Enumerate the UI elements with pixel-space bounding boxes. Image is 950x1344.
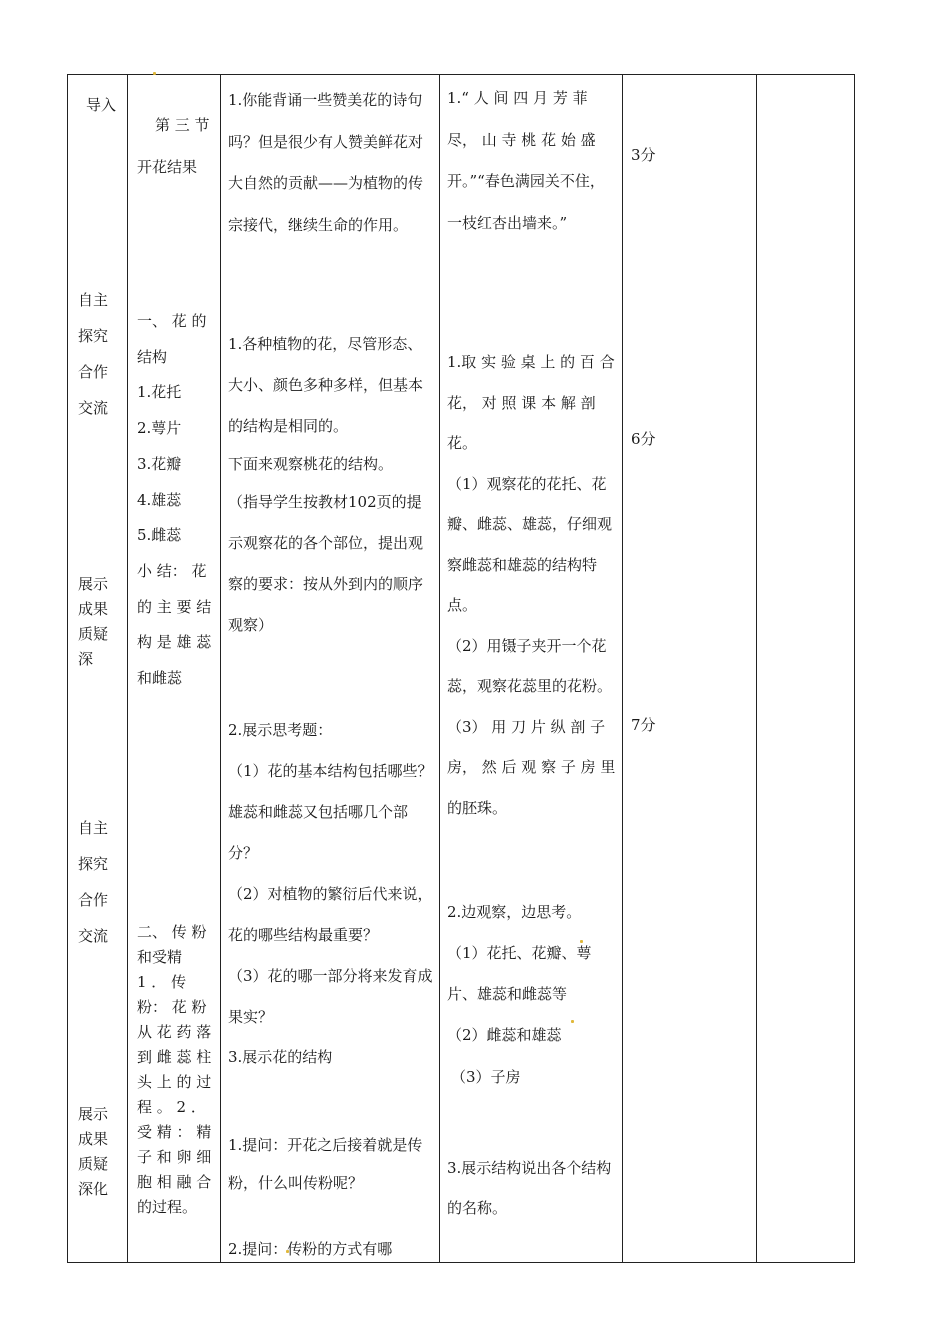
student-paragraph: （3） 用 刀 片 纵 剖 子 房， 然 后 观 察 子 房 里 的胚珠。 [447, 717, 616, 817]
outline-line: 从 花 药 落 [137, 1023, 212, 1041]
outline-line: 粉： 花 粉 [137, 998, 207, 1016]
stage-line: 深 [78, 650, 94, 668]
decorative-mark [153, 72, 156, 75]
stage-line: 质疑 [78, 625, 109, 643]
flower-structure-outline [137, 304, 217, 697]
stage-line: 探究 [78, 855, 109, 873]
teacher-question-pollination-type: 2.提问：传粉的方式有哪 [228, 1240, 393, 1258]
student-answer-ovary: （3）子房 [451, 1068, 521, 1086]
stage-line: 成果 [78, 1130, 109, 1148]
outline-line: 和雌蕊 [137, 669, 183, 688]
outline-line: 3.花瓣 [137, 454, 182, 473]
student-paragraph: （2）用镊子夹开一个花蕊，观察花蕊里的花粉。 [447, 636, 613, 695]
time-allocation: 7分 [631, 716, 656, 734]
stage-line: 合作 [78, 363, 109, 381]
table-bottom-border [67, 1262, 855, 1263]
stage-line: 交流 [78, 927, 109, 945]
outline-line: 构 是 雄 蕊 [137, 633, 212, 652]
teacher-paragraph: 下面来观察桃花的结构。 [228, 455, 394, 473]
table-col-border [220, 74, 221, 1263]
stage-line: 质疑 [78, 1155, 109, 1173]
pollination-outline [137, 920, 217, 1220]
student-structure-names: 3.展示结构说出各个结构的名称。 [447, 1159, 612, 1217]
outline-line: 二、 传 粉 [137, 923, 207, 941]
table-col-border [439, 74, 440, 1263]
table-col-border [854, 74, 855, 1263]
student-paragraph: 2.边观察，边思考。 [447, 903, 582, 921]
teacher-paragraph: （3）花的哪一部分将来发育成果实？ [228, 967, 433, 1026]
time-allocation: 6分 [631, 430, 656, 448]
student-paragraph: （2）雌蕊和雄蕊 [447, 1026, 562, 1044]
teacher-paragraph: （2）对植物的繁衍后代来说，花的哪些结构最重要？ [228, 885, 433, 944]
table-col-border [622, 74, 623, 1263]
teacher-prompt-1: 1.你能背诵一些赞美花的诗句吗？但是很少有人赞美鲜花对大自然的贡献——为植物的传宗接代，继续生命的作用。 [228, 91, 424, 234]
stage-show-2 [78, 1102, 123, 1202]
outline-line: 1 ． 传 [137, 973, 187, 991]
outline-line: 和受精 [137, 948, 183, 966]
student-paragraph: （1）花托、花瓣、萼片、雄蕊和雌蕊等 [447, 944, 592, 1003]
stage-line: 交流 [78, 399, 109, 417]
stage-show-1 [78, 572, 123, 672]
table-col-border [756, 74, 757, 1263]
outline-line: 4.雄蕊 [137, 490, 182, 509]
section-title: 第 三 节 开花结果 [137, 116, 210, 176]
outline-line: 头 上 的 过 [137, 1073, 212, 1091]
teacher-paragraph: （指导学生按教材102页的提示观察花的各个部位，提出观察的要求：按从外到内的顺序观察） [228, 493, 424, 634]
student-paragraph: 1.取 实 验 桌 上 的 百 合 花， 对 照 课 本 解 剖 花。 [447, 353, 615, 452]
outline-line: 的过程。 [137, 1198, 198, 1216]
stage-self-explore-1 [78, 282, 123, 426]
outline-line: 结构 [137, 347, 168, 366]
outline-line: 5.雌蕊 [137, 526, 182, 545]
outline-line: 一、 花 的 [137, 312, 207, 330]
table-col-border [127, 74, 128, 1263]
outline-line: 程 。 2 ． [137, 1098, 206, 1116]
teacher-paragraph: （1）花的基本结构包括哪些？雄蕊和雌蕊又包括哪几个部分？ [228, 762, 433, 862]
student-thinking [447, 892, 617, 1056]
teacher-question-pollination: 1.提问：开花之后接着就是传粉，什么叫传粉呢？ [228, 1136, 423, 1192]
outline-line: 受 精 ： 精 [137, 1123, 212, 1141]
stage-line: 展示 [78, 1105, 109, 1123]
teacher-paragraph: 2.展示思考题： [228, 721, 333, 739]
outline-line: 小 结： 花 [137, 561, 207, 580]
stage-line: 成果 [78, 600, 109, 618]
outline-line: 1.花托 [137, 383, 182, 402]
stage-line: 展示 [78, 575, 109, 593]
student-observation [447, 342, 617, 828]
outline-line: 胞 相 融 合 [137, 1173, 212, 1191]
teacher-structure-intro [228, 324, 434, 646]
stage-import: 导入 [86, 96, 117, 114]
stage-self-explore-2 [78, 810, 123, 954]
teacher-paragraph: 1.各种植物的花，尽管形态、大小、颜色多种多样，但基本的结构是相同的。 [228, 335, 424, 435]
student-poem: 1.“ 人 间 四 月 芳 菲 尽， 山 寺 桃 花 始 盛 开。”“春色满园关不住，一枝红杏出墙来。” [447, 89, 605, 232]
teacher-questions [228, 710, 434, 1038]
stage-line: 自主 [78, 291, 109, 309]
outline-line: 的 主 要 结 [137, 597, 212, 616]
outline-line: 到 雌 蕊 柱 [137, 1048, 212, 1066]
table-col-border [67, 74, 68, 1263]
stage-line: 合作 [78, 891, 109, 909]
outline-line: 2.萼片 [137, 419, 182, 438]
time-allocation: 3分 [631, 146, 656, 164]
stage-line: 自主 [78, 819, 109, 837]
teacher-show-structure: 3.展示花的结构 [228, 1048, 333, 1066]
outline-line: 子 和 卵 细 [137, 1148, 212, 1166]
stage-line: 探究 [78, 327, 109, 345]
table-top-border [67, 74, 855, 75]
student-paragraph: （1）观察花的花托、花瓣、雌蕊、雄蕊，仔细观察雌蕊和雄蕊的结构特点。 [447, 474, 613, 614]
stage-line: 深化 [78, 1180, 109, 1198]
